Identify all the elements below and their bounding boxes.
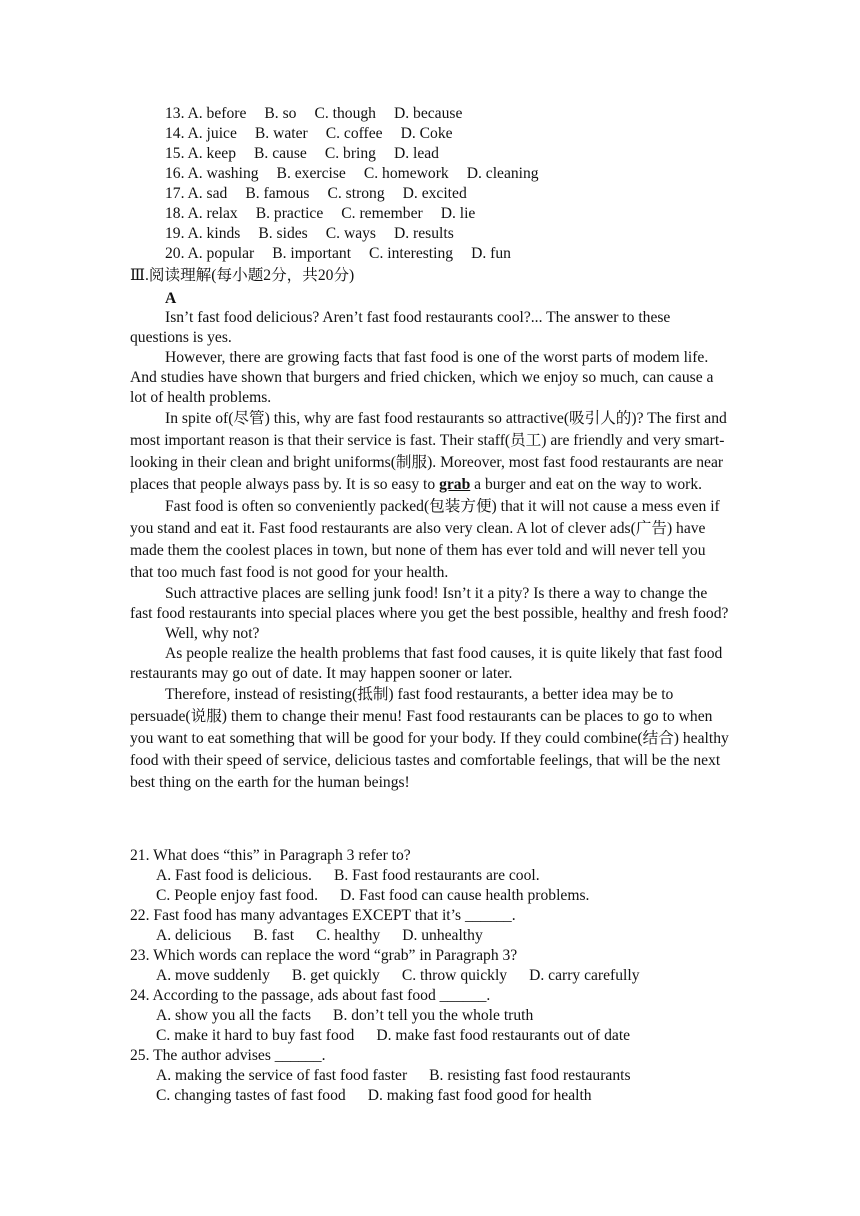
answer-option: B. important (272, 245, 352, 262)
answer-option: C. remember (341, 205, 423, 222)
cloze-option-row (165, 164, 557, 184)
question-number: 20. (165, 245, 185, 262)
answer-option: A. kinds (187, 225, 241, 242)
answer-option: A. washing (187, 165, 259, 182)
answer-option: C. bring (324, 145, 376, 162)
option-line (130, 1086, 770, 1106)
answer-option: C. interesting (369, 245, 454, 262)
cloze-option-row (165, 104, 480, 124)
answer-option: D. Coke (400, 125, 453, 142)
answer-option: A. move suddenly (156, 967, 270, 984)
question-number: 19. (165, 225, 185, 242)
passage-label: A (165, 290, 177, 307)
question-number: 17. (165, 185, 185, 202)
answer-option: D. lead (393, 145, 439, 162)
answer-option: A. show you all the facts (156, 1007, 312, 1024)
question-number: 18. (165, 205, 185, 222)
answer-option: D. making fast food good for health (367, 1087, 592, 1104)
answer-option: A. before (187, 105, 247, 122)
paragraph-7: As people realize the health problems that fast food causes, it is quite likely that fast food restaurants may go out of date. It may happen sooner or later. (130, 645, 723, 682)
answer-option: A. relax (187, 205, 238, 222)
answer-option: B. practice (255, 205, 324, 222)
answer-option: B. get quickly (291, 967, 380, 984)
answer-option: C. coffee (325, 125, 383, 142)
answer-option: C. ways (325, 225, 376, 242)
answer-option: C. healthy (316, 927, 381, 944)
option-line (130, 886, 770, 906)
answer-option: C. changing tastes of fast food (156, 1087, 346, 1104)
paragraph-2: However, there are growing facts that fast food is one of the worst parts of modem life. And studies have shown that burgers and fried chicken, which we enjoy so much, can cause a lot of health problems. (130, 349, 714, 406)
answer-option: C. make it hard to buy fast food (156, 1027, 355, 1044)
answer-option: D. results (394, 225, 454, 242)
cloze-option-row (165, 204, 493, 224)
paragraph-3 (130, 408, 732, 496)
question-number: 13. (165, 105, 185, 122)
answer-option: A. popular (187, 245, 255, 262)
answer-option: A. keep (187, 145, 236, 162)
paragraph-8: Therefore, instead of resisting(抵制) fast food restaurants, a better idea may be to persuade(说服) them to change their menu! Fast food restaurants can be places to go to when you want to eat something that will be good for your body. If they could combine(结合) healthy food with their speed of service, delicious tastes and comfortable feelings, that will be the next best thing on the earth for the human beings! (130, 686, 729, 791)
answer-option: B. resisting fast food restaurants (429, 1067, 631, 1084)
answer-option: D. unhealthy (402, 927, 483, 944)
answer-option: B. Fast food restaurants are cool. (333, 867, 540, 884)
option-line (130, 926, 770, 946)
question-stem: 24. According to the passage, ads about fast food ______. (130, 987, 491, 1004)
question-stem: 25. The author advises ______. (130, 1047, 326, 1064)
question-list (130, 846, 770, 1106)
answer-option: D. Fast food can cause health problems. (339, 887, 590, 904)
question-stem: 22. Fast food has many advantages EXCEPT that it’s ______. (130, 907, 516, 924)
question-stem: 21. What does “this” in Paragraph 3 refer to? (130, 847, 411, 864)
question-stem: 23. Which words can replace the word “grab” in Paragraph 3? (130, 947, 518, 964)
answer-option: A. Fast food is delicious. (156, 867, 312, 884)
answer-option: B. exercise (276, 165, 346, 182)
answer-option: B. fast (253, 927, 295, 944)
cloze-option-row (165, 144, 457, 164)
paragraph-3-text-after: a burger and eat on the way to work. (470, 476, 703, 493)
answer-option: C. People enjoy fast food. (156, 887, 318, 904)
answer-option: D. carry carefully (529, 967, 640, 984)
answer-option: C. though (314, 105, 376, 122)
answer-option: A. sad (187, 185, 228, 202)
answer-option: D. lie (440, 205, 476, 222)
answer-option: A. making the service of fast food faster (156, 1067, 408, 1084)
cloze-option-row (165, 184, 485, 204)
answer-option: D. excited (402, 185, 467, 202)
option-line (130, 1006, 770, 1026)
answer-option: C. homework (363, 165, 449, 182)
question-number: 15. (165, 145, 185, 162)
answer-option: C. strong (327, 185, 385, 202)
option-line (130, 866, 770, 886)
answer-option: B. don’t tell you the whole truth (333, 1007, 534, 1024)
answer-option: B. famous (245, 185, 310, 202)
answer-option: B. sides (258, 225, 308, 242)
answer-option: D. cleaning (466, 165, 539, 182)
option-line (130, 966, 770, 986)
question-number: 16. (165, 165, 185, 182)
keyword-grab: grab (439, 476, 471, 493)
answer-option: D. because (393, 105, 463, 122)
paragraph-4: Fast food is often so conveniently packed(包装方便) that it will not cause a mess even if you stand and eat it. Fast food restaurants are also very clean. A lot of clever ads(广告) have made them the coolest places in town, but none of them has ever told and will never tell you that too much fast food is not good for your health. (130, 498, 720, 581)
paragraph-6: Well, why not? (165, 625, 260, 642)
reading-passage (130, 308, 732, 794)
answer-option: C. throw quickly (401, 967, 508, 984)
answer-option: B. cause (254, 145, 307, 162)
answer-option: A. juice (187, 125, 237, 142)
option-line (130, 1026, 770, 1046)
paragraph-5: Such attractive places are selling junk food! Isn’t it a pity? Is there a way to change the fast food restaurants into special places where you get the best possible, healthy and fresh food? (130, 585, 729, 622)
answer-option: A. delicious (156, 927, 232, 944)
option-line (130, 1066, 770, 1086)
answer-option: D. fun (471, 245, 511, 262)
paragraph-3-text-before: In spite of(尽管) this, why are fast food restaurants so attractive(吸引人的)? The first and most important reason is that their service is fast. Their staff(员工) are friendly and very smart-looking in their clean and bright uniforms(制服). Moreover, most fast food restaurants are near places that people always pass by. It is so easy to (130, 410, 727, 493)
answer-option: B. so (264, 105, 297, 122)
cloze-option-row (165, 124, 471, 144)
cloze-option-row (165, 224, 472, 244)
section-heading: Ⅲ.阅读理解(每小题2分，共20分) (130, 267, 355, 284)
answer-option: B. water (254, 125, 308, 142)
question-number: 14. (165, 125, 185, 142)
cloze-option-row (165, 244, 529, 264)
answer-option: D. make fast food restaurants out of date (376, 1027, 631, 1044)
paragraph-1: Isn’t fast food delicious? Aren’t fast food restaurants cool?... The answer to these questions is yes. (130, 309, 671, 346)
